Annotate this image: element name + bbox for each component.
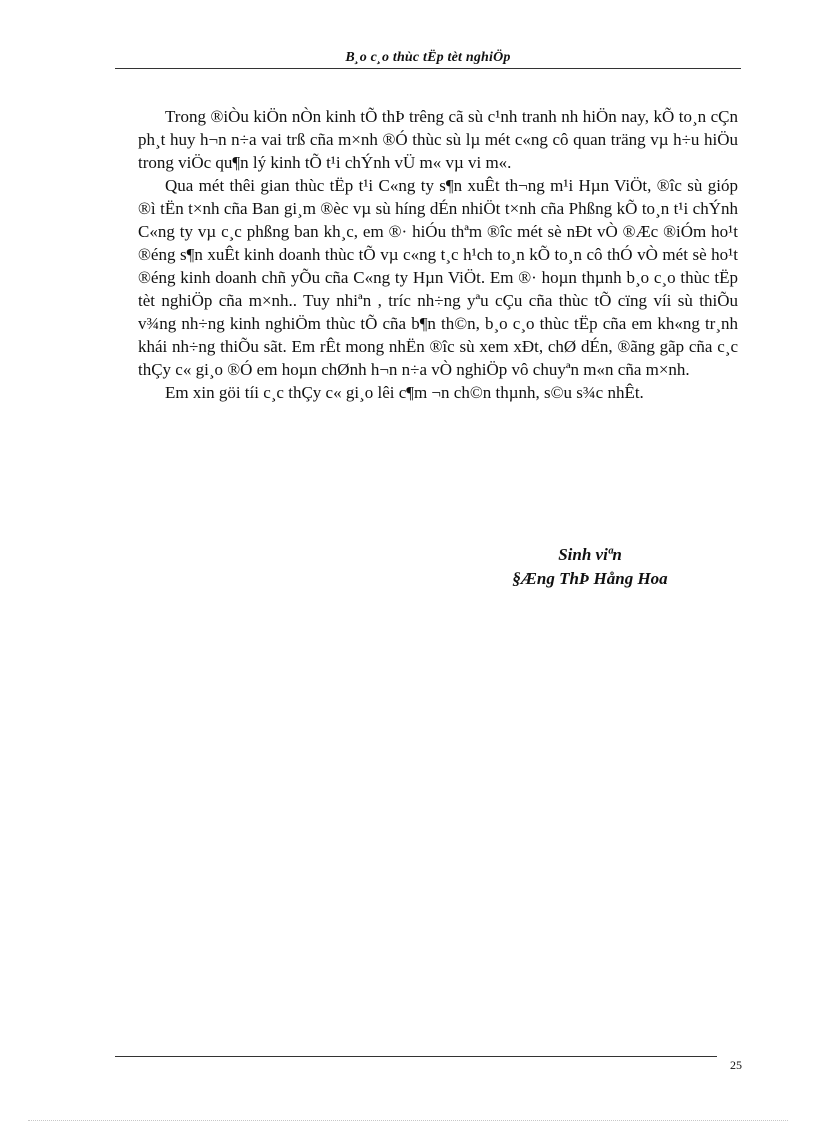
page-bottom-edge: [28, 1120, 788, 1121]
body-text: [138, 105, 738, 404]
signature-role: Sinh viªn: [558, 545, 622, 564]
paragraph-internship: Qua mét thêi gian thùc tËp t¹i C«ng ty s¶n xuÊt th¬ng m¹i Hµn ViÖt, ®îc sù gióp ®ì tËn t×nh cña Ban gi¸m ®èc vµ sù híng dÉn nhiÖt t×nh cña Phßng kÕ to¸n t¹i chÝnh C«ng ty vµ c¸c phßng ban kh¸c, em ®· hiÓu thªm ®îc mét sè nÐt vÒ ®Æc ®iÓm ho¹t ®éng s¶n xuÊt kinh doanh thùc tÕ vµ c«ng t¸c h¹ch to¸n kÕ to¸n cô thÓ vÒ mét sè ho¹t ®éng kinh doanh chñ yÕu cña C«ng ty Hµn ViÖt. Em ®· hoµn thµnh b¸o c¸o thùc tËp tèt nghiÖp cña m×nh.. Tuy nhiªn , tríc nh÷ng yªu cÇu cña thùc tÕ cïng víi sù thiÕu v¾ng nh÷ng kinh nghiÖm thùc tÕ cña b¶n th©n, b¸o c¸o thùc tËp cña em kh«ng tr¸nh khái nh÷ng thiÕu sãt. Em rÊt mong nhËn ®îc sù xem xÐt, chØ dÉn, ®ãng gãp cña c¸c thÇy c« gi¸o ®Ó em hoµn chØnh h¬n n÷a vÒ nghiÖp vô chuyªn m«n cña m×nh.: [138, 176, 738, 379]
paragraph-intro: Trong ®iÒu kiÖn nÒn kinh tÕ thÞ trêng cã sù c¹nh tranh nh hiÖn nay, kÕ to¸n cÇn ph¸t huy h¬n n÷a vai trß cña m×nh ®Ó thùc sù lµ mét c«ng cô quan träng vµ h÷u hiÖu trong viÖc qu¶n lý kinh tÕ t¹i chÝnh vÜ m« vµ vi m«.: [138, 107, 738, 172]
signature-block: [470, 543, 710, 591]
footer-divider: [115, 1056, 717, 1057]
page-header: [115, 48, 741, 69]
paragraph-thanks: Em xin göi tíi c¸c thÇy c« gi¸o lêi c¶m ¬n ch©n thµnh, s©u s¾c nhÊt.: [165, 383, 644, 402]
page-number: 25: [730, 1058, 742, 1072]
header-title: B¸o c¸o thùc tËp tèt nghiÖp: [345, 50, 511, 65]
signature-name: §Æng ThÞ Hång Hoa: [512, 569, 668, 588]
